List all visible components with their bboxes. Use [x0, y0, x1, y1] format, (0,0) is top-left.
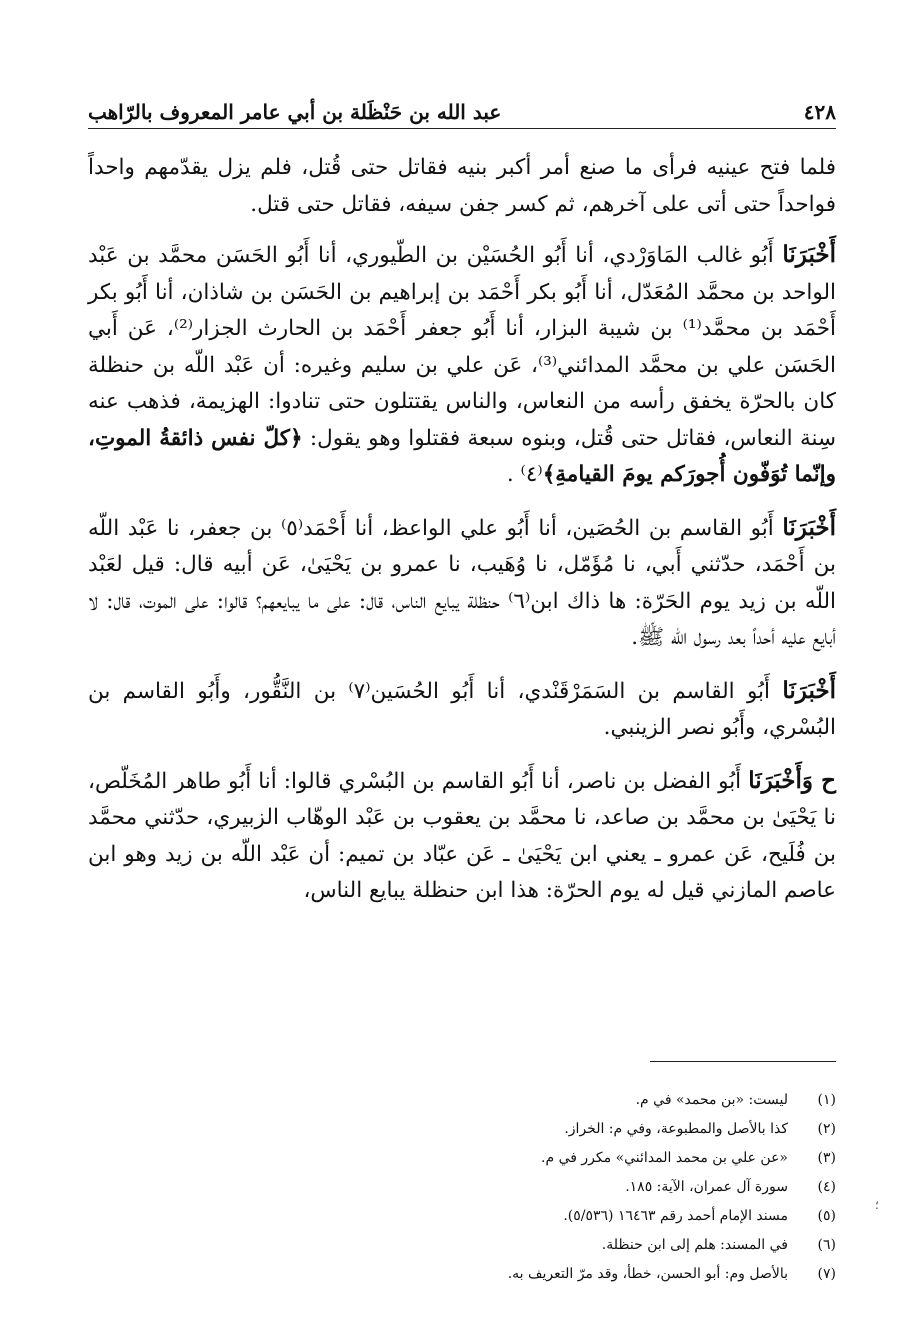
paragraph-2-tail: ⁽٤⁾ . [506, 462, 543, 487]
quran-verse: ﴿كلّ نفس ذائقةُ الموتِ، وإنّما تُوَفّون أُجورَكم يومَ القيامةِ﴾ [88, 425, 836, 487]
paragraph-4 [88, 673, 836, 747]
isnad-lead: أَخْبَرَنَا [782, 676, 836, 704]
paragraph-1: فلما فتح عينيه فرأى ما صنع أمر أكبر بنيه فقاتل حتى قُتل، فلم يزل يقدّمهم واحداً فواحداً حتى أتى على آخرهم، ثم كسر جفن سيفه، فقاتل حتى قتل. [88, 155, 836, 217]
footnote-number: (٦) [817, 1237, 836, 1253]
footnote [88, 1231, 836, 1260]
main-text [88, 150, 836, 926]
paragraph-3-text: أَبُو القاسم بن الحُصَين، أنا أَبُو علي الواعظ، أنا أَحْمَد⁽٥⁾ بن جعفر، نا عَبْد اللّه بن أَحْمَد، حدّثني أَبي، نا مُؤَمّل، نا وُهَيب، نا عمرو بن يَحْيَىٰ، عَن أبيه قال: قيل لعَبْد اللّه بن زيد يوم الحَرّة: ها ذاك ابن⁽٦⁾ حنظلة يبايع الناس، قال: على ما يبايعهم؟ قالوا: على الموت، قال: لا أبايع عليه أحداً بعد رسول الله ﷺ. [88, 515, 836, 650]
paragraph-5 [88, 763, 836, 910]
footnote-text: سورة آل عمران، الآية: ١٨٥. [625, 1179, 788, 1195]
footnotes [88, 1086, 836, 1289]
paragraph-4-text: أَبُو القاسم بن السَمَرْقَنْدي، أنا أَبُو الحُسَين⁽٧⁾ بن النَّقُّور، وأَبُو القاسم بن البُسْري، وأَبُو نصر الزينبي. [88, 678, 836, 740]
footnote-text: كذا بالأصل والمطبوعة، وفي م: الخراز. [564, 1121, 788, 1137]
paragraph-2 [88, 237, 836, 494]
footnote [88, 1115, 836, 1144]
footnote [88, 1202, 836, 1231]
footnote-separator [650, 1061, 836, 1062]
isnad-lead: أَخْبَرَنَا [782, 513, 837, 541]
margin-mark: ؛ [875, 1198, 879, 1212]
paragraph-3 [88, 510, 836, 657]
footnote-number: (٣) [817, 1150, 836, 1166]
footnote-text: «عن علي بن محمد المدائني» مكرر في م. [541, 1150, 788, 1166]
running-title: عبد الله بن حَنْظَلة بن أبي عامر المعروف بالرّاهب [88, 100, 502, 124]
footnote-number: (٢) [817, 1121, 836, 1137]
footnote-number: (٧) [817, 1266, 836, 1282]
footnote [88, 1086, 836, 1115]
paragraph-2-text: أَبُو غالب المَاوَرْدي، أنا أَبُو الحُسَيْن بن الطّيوري، أنا أَبُو الحَسَن محمَّد بن عَبْد الواحد بن محمَّد المُعَدّل، أنا أَبُو بكر أَحْمَد بن إبراهيم بن الحَسَن بن شاذان، أنا أَبُو بكر أَحْمَد بن محمَّد⁽¹⁾ بن شيبة البزار، أنا أَبُو جعفر أَحْمَد بن الحارث الجزار⁽²⁾، عَن أَبي الحَسَن علي بن محمَّد المدائني⁽³⁾، عَن علي بن سليم وغيره: أن عَبْد اللّه بن حنظلة كان بالحرّة يخفق رأسه من النعاس، والناس يقتتلون حتى تنادوا: الهزيمة، فذهب عنه سِنة النعاس، فقاتل حتى قُتل، وبنوه سبعة فقتلوا وهو يقول: [88, 243, 837, 451]
isnad-lead: ح وَأَخْبَرَنَا [748, 766, 837, 794]
footnote-text: بالأصل وم: أبو الحسن، خطأ، وقد مرّ التعريف به. [507, 1266, 788, 1282]
footnote-number: (٤) [817, 1179, 836, 1195]
footnote-text: مسند الإمام أحمد رقم ١٦٤٦٣ (٥/٥٣٦). [563, 1208, 788, 1224]
footnote-text: ليست: «بن محمد» في م. [635, 1092, 788, 1108]
footnote [88, 1173, 836, 1202]
page-number: ٤٢٨ [803, 100, 836, 124]
running-header [88, 88, 836, 129]
footnote [88, 1144, 836, 1173]
footnote-text: في المسند: هلم إلى ابن حنظلة. [601, 1237, 788, 1253]
paragraph-5-text: أَبُو الفضل بن ناصر، أنا أَبُو القاسم بن البُسْري قالوا: أنا أَبُو طاهر المُخَلّص، نا يَحْيَىٰ بن محمَّد بن صاعد، نا محمَّد بن يعقوب بن عَبْد الوهّاب الزبيري، حدّثني محمَّد بن فُلَيح، عَن عمرو ـ يعني ابن يَحْيَىٰ ـ عَن عبّاد بن تميم: أن عَبْد اللّه بن زيد وهو ابن عاصم المازني قيل له يوم الحرّة: هذا ابن حنظلة يبايع الناس، [88, 768, 836, 903]
isnad-lead: أَخْبَرَنَا [782, 241, 836, 268]
footnote-number: (١) [817, 1092, 836, 1108]
footnote [88, 1260, 836, 1289]
footnote-number: (٥) [817, 1208, 836, 1224]
